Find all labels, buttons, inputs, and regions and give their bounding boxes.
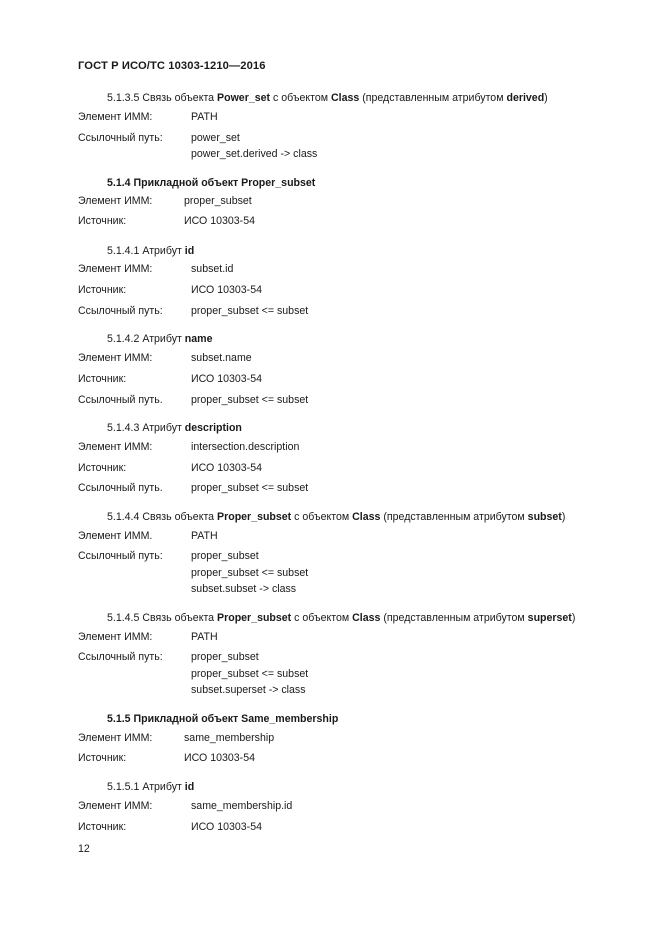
document-header: ГОСТ Р ИСО/ТС 10303-1210—2016	[78, 60, 266, 72]
heading-text: Атрибут	[142, 333, 182, 345]
entity-name: Class	[352, 612, 381, 624]
row-label: Источник:	[78, 373, 127, 385]
row-label: Ссылочный путь.	[78, 482, 163, 494]
section-5-1-4-2-heading	[107, 333, 212, 345]
row-label: Ссылочный путь:	[78, 651, 163, 663]
attribute-name: subset	[527, 511, 562, 523]
row-value: PATH	[191, 530, 218, 542]
heading-text: Связь объекта	[142, 92, 215, 104]
row-label: Элемент ИММ:	[78, 195, 153, 207]
section-number: 5.1.4	[107, 177, 131, 189]
page-number: 12	[78, 843, 90, 855]
row-value: proper_subset	[184, 195, 252, 207]
row-label: Элемент ИММ:	[78, 263, 153, 275]
row-label: Источник:	[78, 215, 127, 227]
row-value: ИСО 10303-54	[184, 215, 255, 227]
heading-text: с объектом	[294, 612, 350, 624]
section-5-1-4-1-heading	[107, 245, 194, 257]
row-value: ИСО 10303-54	[191, 373, 262, 385]
heading-text: Атрибут	[142, 781, 182, 793]
entity-name: Class	[352, 511, 381, 523]
attribute-name: superset	[527, 612, 572, 624]
row-value: subset.id	[191, 263, 234, 275]
entity-name: Class	[330, 92, 360, 104]
row-label: Ссылочный путь.	[78, 394, 163, 406]
section-5-1-4-3-heading	[107, 422, 242, 434]
heading-text: Связь объекта	[142, 511, 215, 523]
row-value: same_membership.id	[191, 800, 293, 812]
row-value: proper_subset	[191, 651, 259, 663]
row-label: Элемент ИММ:	[78, 111, 153, 123]
section-number: 5.1.4.4	[107, 511, 140, 523]
heading-text: Атрибут	[142, 245, 182, 257]
heading-text: )	[571, 612, 576, 624]
section-5-1-4-5-heading	[107, 612, 575, 624]
row-label: Ссылочный путь:	[78, 305, 163, 317]
heading-text: Связь объекта	[142, 612, 215, 624]
entity-name: Proper_subset	[217, 612, 292, 624]
row-value: ИСО 10303-54	[191, 284, 262, 296]
row-value: proper_subset <= subset	[191, 567, 309, 579]
row-value: PATH	[191, 631, 218, 643]
section-number: 5.1.4.3	[107, 422, 140, 434]
row-label: Источник:	[78, 462, 127, 474]
row-value: same_membership	[184, 732, 275, 744]
row-label: Элемент ИММ.	[78, 530, 153, 542]
section-number: 5.1.4.2	[107, 333, 140, 345]
row-value: proper_subset <= subset	[191, 482, 309, 494]
row-value: power_set	[191, 132, 240, 144]
section-5-1-4-4-heading	[107, 511, 565, 523]
section-number: 5.1.5	[107, 713, 131, 725]
heading-text: (представленным атрибутом	[383, 612, 525, 624]
heading-text: (представленным атрибутом	[362, 92, 504, 104]
row-label: Элемент ИММ:	[78, 631, 153, 643]
heading-text: с объектом	[294, 511, 350, 523]
row-value: proper_subset <= subset	[191, 394, 309, 406]
section-5-1-5-1-heading	[107, 781, 194, 793]
heading-text: с объектом	[272, 92, 329, 104]
section-number: 5.1.4.1	[107, 245, 140, 257]
row-value: proper_subset <= subset	[191, 305, 309, 317]
row-label: Элемент ИММ:	[78, 352, 153, 364]
section-number: 5.1.4.5	[107, 612, 140, 624]
row-label: Элемент ИММ:	[78, 800, 153, 812]
row-label: Элемент ИММ:	[78, 441, 153, 453]
row-value: proper_subset	[191, 550, 259, 562]
row-label: Источник:	[78, 752, 127, 764]
section-5-1-3-5-heading	[107, 92, 548, 104]
attribute-name: name	[184, 333, 213, 345]
section-number: 5.1.5.1	[107, 781, 140, 793]
heading-text: )	[544, 92, 548, 104]
heading-text: Прикладной объект Same_membership	[133, 713, 339, 725]
row-value: ИСО 10303-54	[191, 821, 262, 833]
section-5-1-5-heading	[107, 713, 338, 725]
row-label: Ссылочный путь:	[78, 132, 163, 144]
row-value: proper_subset <= subset	[191, 668, 309, 680]
section-number: 5.1.3.5	[107, 92, 140, 104]
attribute-name: id	[184, 781, 195, 793]
heading-text: Атрибут	[142, 422, 182, 434]
row-value: PATH	[191, 111, 218, 123]
row-label: Источник:	[78, 821, 127, 833]
attribute-name: derived	[506, 92, 545, 104]
row-label: Источник:	[78, 284, 127, 296]
heading-text: (представленным атрибутом	[383, 511, 525, 523]
section-5-1-4-heading	[107, 177, 315, 189]
row-value: ИСО 10303-54	[191, 462, 262, 474]
row-label: Элемент ИММ:	[78, 732, 153, 744]
row-value: subset.name	[191, 352, 252, 364]
row-value: intersection.description	[191, 441, 300, 453]
row-value: subset.superset -> class	[191, 684, 306, 696]
heading-text: )	[561, 511, 566, 523]
entity-name: Proper_subset	[217, 511, 292, 523]
heading-text: Прикладной объект Proper_subset	[133, 177, 316, 189]
row-label: Ссылочный путь:	[78, 550, 163, 562]
entity-name: Power_set	[217, 92, 271, 104]
attribute-name: id	[184, 245, 195, 257]
row-value: power_set.derived -> class	[191, 148, 318, 160]
row-value: subset.subset -> class	[191, 583, 297, 595]
attribute-name: description	[184, 422, 242, 434]
row-value: ИСО 10303-54	[184, 752, 255, 764]
